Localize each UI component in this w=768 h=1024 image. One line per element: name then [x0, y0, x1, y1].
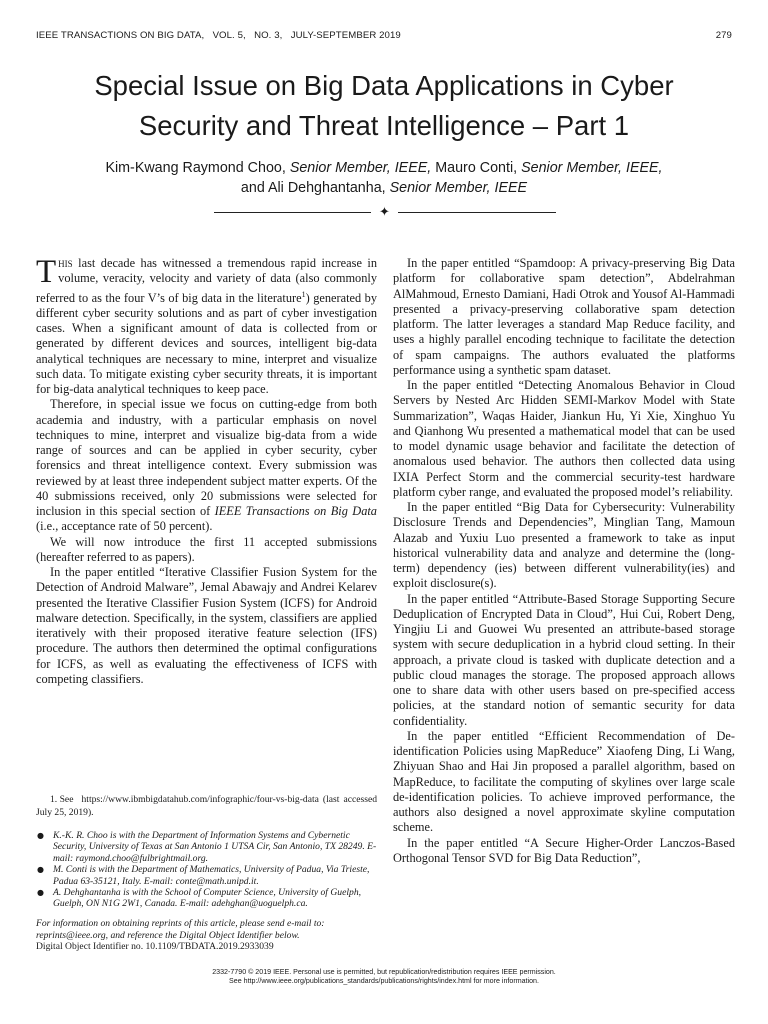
affiliation-item: ● K.-K. R. Choo is with the Department of Information Systems and Cybernetic Security, University of Texas at San Antonio 1 UTSA Cir, San Antonio, TX 28249. E-mail: raymond.choo@fulbrightmail.org.	[37, 830, 377, 864]
running-header	[36, 30, 732, 44]
title-divider	[0, 203, 768, 223]
paragraph: Therefore, in special issue we focus on cutting-edge from both academia and industry, with a particular emphasis on novel techniques to mine, interpret and visualize big-data from a wide range of sources and can be applied in cyber security, cyber forensics and threat intelligence context. Every submission was reviewed by at least three independent subject matter experts. Of the 40 submissions received, only 20 submissions were selected for inclusion in this special section of IEEE Transactions on Big Data (i.e., acceptance rate of 50 percent).	[36, 397, 377, 534]
doi[interactable]: Digital Object Identifier no. 10.1109/TBDATA.2019.2933039	[36, 941, 274, 952]
paragraph: In the paper entitled “Efficient Recommendation of De-identification Policies using MapReduce” Xiaofeng Ding, Li Wang, Zhiyuan Shao and Hai Jin proposed a parallel algorithm, based on MapReduce, to facilitate the computing of skylines over large scale de-identification policies. To achieve improved performance, the authors also designed a novel approximate skyline computation scheme.	[393, 728, 735, 835]
paper-title: Special Issue on Big Data Applications in Cyber Security and Threat Intelligence – Part 1	[94, 70, 674, 141]
author-list: Kim-Kwang Raymond Choo, Senior Member, IEEE, Mauro Conti, Senior Member, IEEE, and Ali Dehghantanha, Senior Member, IEEE	[105, 160, 663, 196]
affiliation-item: ● M. Conti is with the Department of Mathematics, University of Padua, Via Trieste, Padua 63-35121, Italy. E-mail: conte@math.unipd.it.	[37, 864, 370, 887]
divider-rule-right	[398, 212, 556, 213]
paragraph: In the paper entitled “Detecting Anomalous Behavior in Cloud Servers by Nested Arc Hidden SEMI-Markov Model with State Summarization”, Waqas Haider, Jiankun Hu, Yi Xie, Xinghuo Yu and Qianhong Wu presented a mathematical model that can be used to model dynamic usage behavior and facilitate the detection of anomalous used behavior. The authors then collected data using IXIA Perfect Storm and the commercial security-test hardware platform cyber range, and evaluated the proposed model’s reliability.	[393, 378, 735, 499]
ornament-star-icon: ✦	[379, 205, 390, 220]
paragraph: In the paper entitled “Attribute-Based Storage Supporting Secure Deduplication of Encrypted Data in Cloud”, Hui Cui, Robert Deng, Yingjiu Li and Guowei Wu presented an attribute-based storage system with secure deduplication in a hybrid cloud setting. In their approach, a private cloud is tasked with duplicate detection and a public cloud manages the storage. The proposed approach allows one to share data with other users based on pre-specified access policies, at the standard notion of semantic security for data confidentiality.	[393, 591, 735, 728]
affiliations	[36, 830, 379, 910]
affiliation-item: ● A. Dehghantanha is with the School of Computer Science, University of Guelph, Guelph, ON N1G 2W1, Canada. E-mail: adehghan@uoguelph.ca.	[37, 887, 362, 910]
left-column	[36, 256, 377, 687]
journal-citation: IEEE TRANSACTIONS ON BIG DATA, VOL. 5, NO. 3, JULY-SEPTEMBER 2019	[36, 30, 401, 41]
paragraph: In the paper entitled “Iterative Classifier Fusion System for the Detection of Android Malware”, Jemal Abawajy and Andrei Kelarev presented the Iterative Classifier Fusion System (ICFS) for Android malware detection. Specifically, in the system, classifiers are applied iteratively with their proposed iterative feature selection (IFS) procedure. The authors then determined the optimal configurations for ICFS, as well as evaluating the effectiveness of ICFS with competing classifiers.	[36, 565, 377, 686]
paragraph: In the paper entitled “Big Data for Cybersecurity: Vulnerability Disclosure Trends and Dependencies”, Minglian Tang, Mamoun Alazab and Yuxiu Luo presented a framework to take as input historical vulnerability data and analyze and determine the (long-term) dependency (ies) between different vulnerability(ies) and exploit disclosure(s).	[393, 500, 735, 591]
intro-paragraph: This last decade has witnessed a tremendous rapid increase in volume, veracity, velocity and variety of data (also commonly referred to as the four V’s of big data in the literature$^1$) generated by different cyber security solutions and as part of cyber investigation cases. When a significant amount of data is collected from or generated by different devices and sources, intelligent big-data analytical techniques are necessary to mine, interpret and visualize such data. To mitigate existing cyber security threats, it is important for big-data analytical techniques to keep pace.	[36, 254, 377, 397]
page-number: 279	[715, 30, 732, 41]
footnote-ref[interactable]: 1	[301, 289, 306, 299]
copyright-notice: 2332-7790 © 2019 IEEE. Personal use is permitted, but republication/redistribution requires IEEE permission. See http://www.ieee.org/publications_standards/publications/rights/index.html for more information.	[212, 968, 556, 986]
bullet-icon: ●	[37, 831, 44, 840]
paragraph: We will now introduce the first 11 accepted submissions (hereafter referred to as papers).	[36, 534, 377, 564]
reprint-info: For information on obtaining reprints of this article, please send e-mail to: reprints@ieee.org, and reference the Digital Object Identifier below. Digital Object Identifier no. 10.1109/TBDATA.2019.2933039	[36, 918, 325, 952]
footnote: 1. See https://www.ibmbigdatahub.com/infographic/four-vs-big-data (last accessed July 25, 2019).	[36, 794, 377, 818]
right-column	[393, 256, 735, 866]
rights-link[interactable]: See http://www.ieee.org/publications_standards/publications/rights/index.html for more information.	[229, 977, 539, 986]
paragraph: In the paper entitled “A Secure Higher-Order Lanczos-Based Orthogonal Tensor SVD for Big Data Reduction”,	[393, 835, 735, 865]
bullet-icon: ●	[37, 888, 44, 898]
paragraph: In the paper entitled “Spamdoop: A privacy-preserving Big Data platform for collaborative spam detection”, Abdelrahman AlMahmoud, Ernesto Damiani, Hadi Otrok and Yousof Al-Hammadi presented a privacy-preserving collaborative spam detection platform. The latter leverages a standard Map Reduce facility, and uses a highly parallel encoding technique to facilitate the detection of spam campaigns. The authors evaluated the platforms performance using a synthetic spam dataset.	[393, 256, 735, 377]
bullet-icon: ●	[37, 865, 44, 875]
footnote-link[interactable]: https://www.ibmbigdatahub.com/infographic/four-vs-big-data (last accessed July 25, 2019).	[36, 794, 377, 818]
drop-cap: T	[36, 254, 57, 290]
divider-rule-left	[214, 212, 371, 213]
